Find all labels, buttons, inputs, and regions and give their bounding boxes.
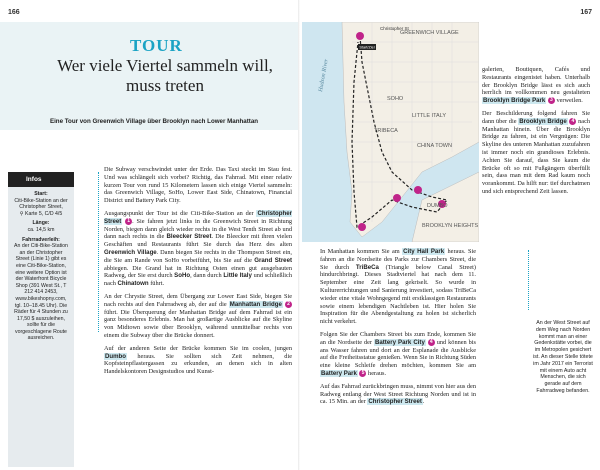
paragraph: galerien, Boutiquen, Cafés und Restaurants eingenistet haben. Unterhalb der Brooklyn Bridge lässt es sich auch herrlich im vollkommen neu gestalteten Brooklyn Bridge Park 3 verweilen. [482, 66, 590, 105]
right-body-text-b [482, 66, 590, 201]
place-christopher-street: Christopher Street [368, 398, 422, 406]
paragraph: Auf der anderen Seite der Brücke kommen Sie im coolen, jungen Dumbo heraus. Sie sollten sich Zeit nehmen, die Kopfsteinpflastergassen zu erkunden, an denen sich in alten Handelskontoren Designstudios und Kunst- [104, 344, 292, 376]
place-battery-park: Battery Park [321, 369, 357, 377]
route-connector [98, 172, 99, 332]
info-box-title: Infos [8, 172, 74, 187]
sidenote-connector [528, 250, 529, 310]
place-bleecker-street: Bleecker Street [166, 233, 212, 241]
place-christopher-street: Christopher Street [104, 209, 292, 225]
info-box-body [8, 187, 74, 346]
rental-label: Fahrradverleih: [22, 236, 60, 243]
map-label-greenwich: GREENWICH VILLAGE [400, 30, 459, 36]
info-box [8, 172, 74, 467]
place-grand-street: Grand Street [254, 256, 292, 264]
place-manhattan-bridge: Manhattan Bridge [229, 300, 282, 308]
place-greenwich-village: Greenwich Village [104, 248, 157, 256]
paragraph: An der Chrystie Street, dem Übergang zur Lower East Side, biegen Sie nach rechts auf den Fahrradweg ab, der auf die Manhattan Bridge 2 führt. Die Überquerung der Manhattan Bridge auf dem Fahrrad ist ein ganz besonderes Erlebnis. Man hat großartige Ausblicke auf die Skyline von Midtown sowie über Brooklyn, während unmittelbar rechts von einem die Subway über die Brücke donnert. [104, 292, 292, 339]
length-label: Länge: [32, 220, 50, 227]
map-label-hudson: Hudson River [318, 58, 330, 93]
map-graphic [302, 22, 479, 242]
place-city-hall-park: City Hall Park [403, 248, 445, 255]
place-battery-park-city: Battery Park City [374, 338, 425, 346]
stop-number-badge: 4 [569, 118, 576, 125]
map-label-dumbo: DUMBO [427, 203, 448, 209]
place-little-italy: Little Italy [223, 272, 252, 280]
paragraph: Ausgangspunkt der Tour ist die Citi-Bike-Station an der Christopher Street 1 . Sie fahren jetzt links in die Greenwich Street in Richtung Norden, biegen dann gleich wieder rechts in die West Tenth Street ab und dann nach rechts in die Bleecker Street. Die Bleecker mit ihren vielen Geschäften und Restaurants führt Sie durch das Herz des alten Greenwich Village. Dann biegen Sie rechts in die Thompson Street ein, die Sie am Rande von SoHo vorbeiführt, bis Sie auf die Grand Street abbiegen. Die Grand hat in Richtung Osten einen gut ausgebauten Radweg, der Sie erst durch SoHo, dann durch Little Italy und schließlich nach Chinatown führt. [104, 209, 292, 288]
headline-line2: muss treten [126, 76, 204, 95]
left-body-text [104, 166, 292, 381]
tour-label: TOUR [130, 36, 183, 55]
place-brooklyn-bridge-park: Brooklyn Bridge Park [483, 97, 546, 105]
map-label-soho: SOHO [387, 96, 404, 102]
page-number-right: 167 [580, 9, 592, 16]
stop-number-badge: 4 [428, 339, 435, 346]
paragraph: Die Subway verschwindet unter der Erde. Das Taxi steckt im Stau fest. Und was schlängelt sich vorbei? Richtig, das Fahrrad. Mit einer relativ kurzen Tour von rund 15 Kilometern lassen sich einige Viertel sammeln: das Greenwich Village, SoHo, Lower East Side, Chinatown, Financial District und Battery Park City. [104, 166, 292, 205]
headline-line1: Wer viele Viertel sammeln will, [57, 56, 273, 75]
place-tribeca: TriBeCa [355, 263, 379, 271]
subheadline: Eine Tour von Greenwich Village über Brooklyn nach Lower Manhattan [49, 118, 259, 125]
start-ref: Karte 5, C/D 4/5 [25, 210, 63, 217]
map-label-chinatown: CHINA TOWN [417, 143, 452, 149]
length-text: ca. 14,5 km [27, 226, 55, 233]
location-pin-icon: ⚲ [19, 210, 24, 217]
paragraph: In Manhattan kommen Sie am City Hall Park heraus. Sie fahren an die Nordseite des Parks zur Chambers Street, die Sie durch TriBeCa (Triangle below Canal Street) hindurchbringt. Dieses Stadtviertel hat nach dem 11. September eine Zeit lang gekriselt. So wurde in Kulturerrichtungen und Sanierung investiert, sodass TriBeCa wieder eine vitale Wohngegend mit erstklassigen Restaurants sowie einem lebendigen Nachtleben ist. Hier holen Sie Inspiration für die Abendgestaltung zu holen ist sicherlich nicht verkehrt. [320, 248, 477, 326]
start-label: Start: [34, 191, 48, 197]
stop-number-badge: 3 [548, 97, 555, 104]
right-body-text-a [320, 248, 476, 411]
paragraph: Der Beschilderung folgend fahren Sie dann über die Brooklyn Bridge 4 nach Manhattan hinein. Über die Brooklyn Bridge zu fahren, ist ein Vergnügen: Die Skyline des unteren Manhattan zuzufahren ist immer noch ein grandioses Erlebnis. Achten Sie darauf, dass Sie kaum die Brücke oft so mit Fußgängern überfüllt sein, dass man mit dem Rad kaum noch vorankommt. Da hilft nur: tief durchatmen und sich entsprechend Zeit lassen. [482, 109, 591, 195]
place-chinatown: Chinatown [117, 280, 149, 288]
map-label-brooklyn-heights: BROOKLYN HEIGHTS [422, 223, 479, 229]
place-dumbo: Dumbo [105, 352, 126, 360]
map-label-tribeca: TRIBECA [374, 128, 398, 134]
rental-text: An der Citi-Bike-Station an der Christopher Street (Linie 1) gibt es eine Citi-Bike-Station, eine weitere Option ist der Waterfront Bicycle Shop (391 West St., T 212 414 2453, www.bikeshopny.com, tgl. 10–18.45 Uhr). Die Räder für 4 Stunden zu 17,50 $ auszuleihen, sollte für die vorgeschlagene Route ausreichen. [14, 243, 68, 342]
page-number-left: 166 [8, 9, 20, 16]
place-brooklyn-bridge: Brooklyn Bridge [519, 117, 567, 125]
stop-number-badge: 2 [285, 301, 292, 308]
stop-number-badge: 1 [125, 218, 132, 225]
paragraph: Auf das Fahrrad zurückbringen muss, nimmt von hier aus den Radweg entlang der West Street Richtung Norden und ist in ca. 15 Min. an der Christopher Street. [320, 382, 476, 406]
tour-map [302, 22, 479, 242]
map-label-little-italy: LITTLE ITALY [412, 113, 447, 119]
stop-number-badge: 5 [359, 370, 366, 377]
side-note: An der West Street auf dem Weg nach Norden kommt man an einer Gedenkstätte vorbei, die im Metropolen gesichert ist. An dieser Stelle tötete im Jahr 2017 ein Terrorist mit einem Auto acht Menschen, die sich gerade auf dem Fahrradweg befanden. [533, 320, 593, 394]
paragraph: Folgen Sie der Chambers Street bis zum Ende, kommen Sie an die Nordseite der Battery Park City 4 und können bis ans Wasser fahren und dort an der Esplanade die Ausblicke auf die Freiheitsstatue genießen. Wenn Sie in Richtung Süden eine kleine Schleife drehen möchten, kommen Sie am Battery Park 5 heraus. [320, 330, 476, 377]
map-label-christopher: Christopher St [380, 26, 409, 31]
place-soho: SoHo [174, 272, 191, 280]
map-label-start: Start/Ziel [359, 45, 375, 50]
start-text: Citi-Bike-Station an der Christopher Street, [14, 197, 68, 211]
page-title [40, 56, 290, 96]
